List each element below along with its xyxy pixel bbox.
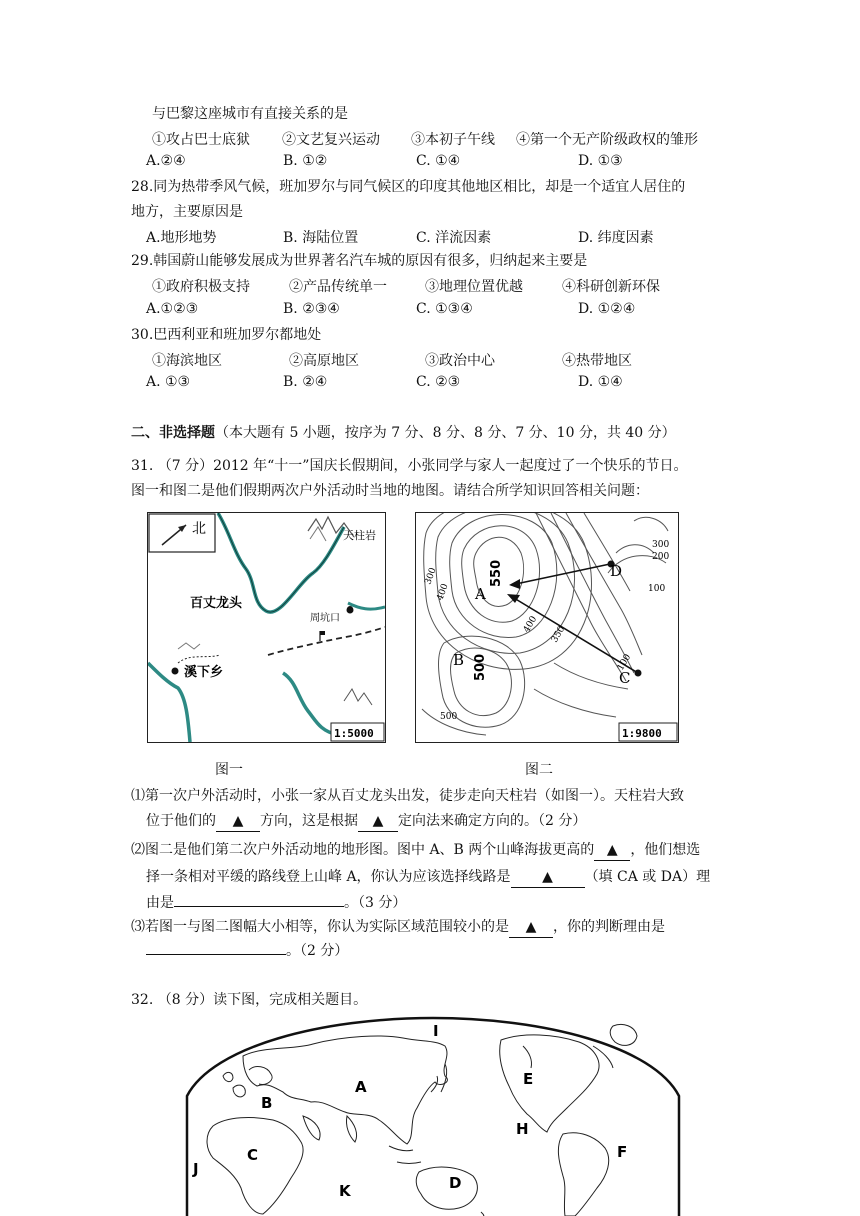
q30-stem: 30.巴西利亚和班加罗尔都地处 [131, 327, 322, 343]
elev-label-500b: 500 [440, 712, 458, 722]
q31-sub3-text-a: ⑶若图一与图二图幅大小相等，你认为实际区域范围较小的是 [131, 919, 509, 935]
zhoukengkou-point [347, 606, 353, 612]
point-c-label: C [619, 669, 631, 687]
q28-option-d: D. 纬度因素 [578, 230, 654, 246]
q31-sub2-text-a: ⑵图二是他们第二次户外活动地的地形图。图中 A、B 两个山峰海拔更高的 [131, 842, 595, 858]
q31-sub2-text-b: ，他们想选 [630, 842, 701, 858]
label-xixiaxiang: 溪下乡 [184, 665, 224, 680]
section-heading [131, 423, 676, 443]
elev-label-400b: 400 [521, 614, 540, 635]
xixiaxiang-point [172, 668, 179, 675]
scale-label-1: 1:5000 [334, 727, 374, 740]
map-label-k: K [339, 1182, 351, 1200]
q27-items [152, 129, 772, 149]
q29-item-1: ①政府积极支持 [152, 279, 250, 295]
q27-option-d: D. ①③ [578, 153, 623, 169]
q29-stem: 29.韩国蔚山能够发展成为世界著名汽车城的原因有很多，归纳起来主要是 [131, 253, 588, 269]
figure-1-caption: 图一 [215, 762, 243, 778]
q30-items [152, 350, 772, 370]
world-map [183, 1016, 683, 1216]
q31-sub1-text-b: 方向，这是根据 [260, 813, 358, 829]
elev-label-100b: 100 [615, 652, 634, 673]
answer-blank-6[interactable]: ▲ [509, 917, 553, 938]
figure-2-svg [416, 513, 678, 742]
label-baizhanglongtou: 百丈龙头 [190, 596, 243, 611]
answer-blank-2[interactable]: ▲ [358, 811, 398, 832]
q31-sub3-text-c: 。（2 分） [286, 943, 349, 959]
q27-stem: 与巴黎这座城市有直接关系的是 [152, 106, 348, 122]
elev-label-500: 500 [473, 653, 488, 681]
figure-2-contour-map [415, 512, 679, 743]
map-label-b: B [261, 1094, 273, 1112]
peak-a-label: A [475, 585, 486, 603]
world-map-svg [183, 1016, 683, 1216]
answer-blank-1[interactable]: ▲ [216, 811, 260, 832]
answer-blank-7[interactable] [146, 954, 286, 955]
q27-options [146, 153, 766, 173]
q27-item-4: ④第一个无产阶级政权的雏形 [516, 132, 698, 148]
north-label: 北 [192, 521, 206, 537]
map-label-d: D [449, 1174, 462, 1192]
q29-option-b: B. ②③④ [283, 301, 340, 317]
q31-sub2-line1 [131, 840, 700, 861]
q31-sub3-text-b: ，你的判断理由是 [553, 919, 665, 935]
answer-blank-5[interactable] [174, 906, 344, 907]
q28-option-b: B. 海陆位置 [283, 230, 359, 246]
q31-stem-line2: 图一和图二是他们假期两次户外活动时当地的地图。请结合所学知识回答相关问题： [131, 483, 649, 499]
q31-sub3-line1 [131, 917, 665, 938]
q31-sub2-line2 [146, 867, 710, 888]
label-zhoukengkou: 周坑口 [310, 613, 340, 624]
q30-item-4: ④热带地区 [562, 353, 632, 369]
q28-options [146, 227, 766, 247]
q27-option-a: A.②④ [146, 153, 186, 169]
map-label-h: H [516, 1120, 529, 1138]
map-label-j: J [193, 1160, 199, 1178]
section-title: 二、非选择题 [131, 425, 215, 441]
river-east [348, 603, 385, 609]
coastlines [207, 1024, 637, 1216]
q29-options [146, 301, 766, 321]
figure-1-map [147, 512, 386, 743]
q30-item-3: ③政治中心 [425, 353, 495, 369]
point-c [635, 670, 642, 677]
q28-stem-line2: 地方，主要原因是 [131, 204, 243, 220]
q30-item-2: ②高原地区 [289, 353, 359, 369]
route-da [511, 564, 610, 585]
elev-label-100: 100 [648, 584, 666, 594]
q30-option-a: A. ①③ [146, 374, 191, 390]
elev-label-400: 400 [435, 582, 451, 603]
q27-option-c: C. ①④ [416, 153, 461, 169]
map-label-c: C [247, 1146, 259, 1164]
q29-items [152, 276, 772, 296]
q32-stem: 32. （8 分）读下图，完成相关题目。 [131, 992, 368, 1008]
label-tianzhuyan: 天柱岩 [343, 529, 376, 542]
map-frame [187, 1018, 679, 1216]
q27-item-1: ①攻占巴士底狱 [152, 132, 250, 148]
elev-label-200: 200 [652, 552, 670, 562]
elev-label-350: 350 [549, 624, 568, 645]
q30-options [146, 374, 766, 394]
q29-item-2: ②产品传统单一 [289, 279, 387, 295]
map-label-e: E [523, 1070, 534, 1088]
q29-item-4: ④科研创新环保 [562, 279, 660, 295]
q29-option-d: D. ①②④ [578, 301, 636, 317]
q29-option-a: A.①②③ [146, 301, 199, 317]
road [268, 627, 385, 655]
q28-option-a: A.地形地势 [146, 230, 217, 246]
q27-option-b: B. ①② [283, 153, 328, 169]
q28-stem-line1: 28.同为热带季风气候，班加罗尔与同气候区的印度其他地区相比，却是一个适宜人居住的 [131, 179, 686, 195]
scale-label-2: 1:9800 [622, 727, 662, 740]
q31-sub1-text-c: 定向法来确定方向的。（2 分） [398, 813, 587, 829]
q30-option-d: D. ①④ [578, 374, 623, 390]
map-label-f: F [617, 1143, 628, 1161]
q31-sub1-text-a: 位于他们的 [146, 813, 216, 829]
elev-label-300: 300 [652, 540, 670, 550]
q31-sub2-text-c: 择一条相对平缓的路线登上山峰 A，你认为应该选择线路是 [146, 869, 511, 885]
river-south [283, 673, 338, 735]
q28-option-c: C. 洋流因素 [416, 230, 492, 246]
answer-blank-3[interactable]: ▲ [594, 840, 630, 861]
contour-lines [422, 513, 668, 735]
point-d-label: D [610, 562, 623, 580]
elev-label-300b: 300 [423, 566, 439, 587]
q31-stem-line1: 31. （7 分）2012 年“十一”国庆长假期间，小张同学与家人一起度过了一个快乐的节日。 [131, 458, 688, 474]
q29-item-3: ③地理位置优越 [425, 279, 523, 295]
q29-option-c: C. ①③④ [416, 301, 473, 317]
answer-blank-4[interactable]: ▲ [511, 867, 585, 888]
q31-sub2-text-f: 。（3 分） [344, 895, 407, 911]
q31-sub2-text-e: 由是 [146, 895, 174, 911]
map-label-i: I [433, 1022, 439, 1040]
q31-sub1-line2 [146, 811, 586, 832]
q31-sub1-line1: ⑴第一次户外活动时，小张一家从百丈龙头出发，徒步走向天柱岩（如图一）。天柱岩大致 [131, 788, 684, 804]
q31-sub2-line3 [146, 893, 406, 913]
q27-item-3: ③本初子午线 [411, 132, 495, 148]
peak-b-label: B [453, 651, 465, 669]
figure-1-svg [148, 513, 385, 742]
q30-option-c: C. ②③ [416, 374, 461, 390]
elev-label-550: 550 [489, 559, 504, 587]
q31-sub3-line2 [146, 941, 348, 961]
q30-option-b: B. ②④ [283, 374, 328, 390]
q31-sub2-text-d: （填 CA 或 DA）理 [584, 869, 711, 885]
q30-item-1: ①海滨地区 [152, 353, 222, 369]
figure-2-caption: 图二 [525, 762, 553, 778]
map-label-a: A [355, 1078, 367, 1096]
section-note: （本大题有 5 小题，按序为 7 分、8 分、8 分、7 分、10 分，共 40 分） [215, 425, 676, 441]
q27-item-2: ②文艺复兴运动 [282, 132, 380, 148]
